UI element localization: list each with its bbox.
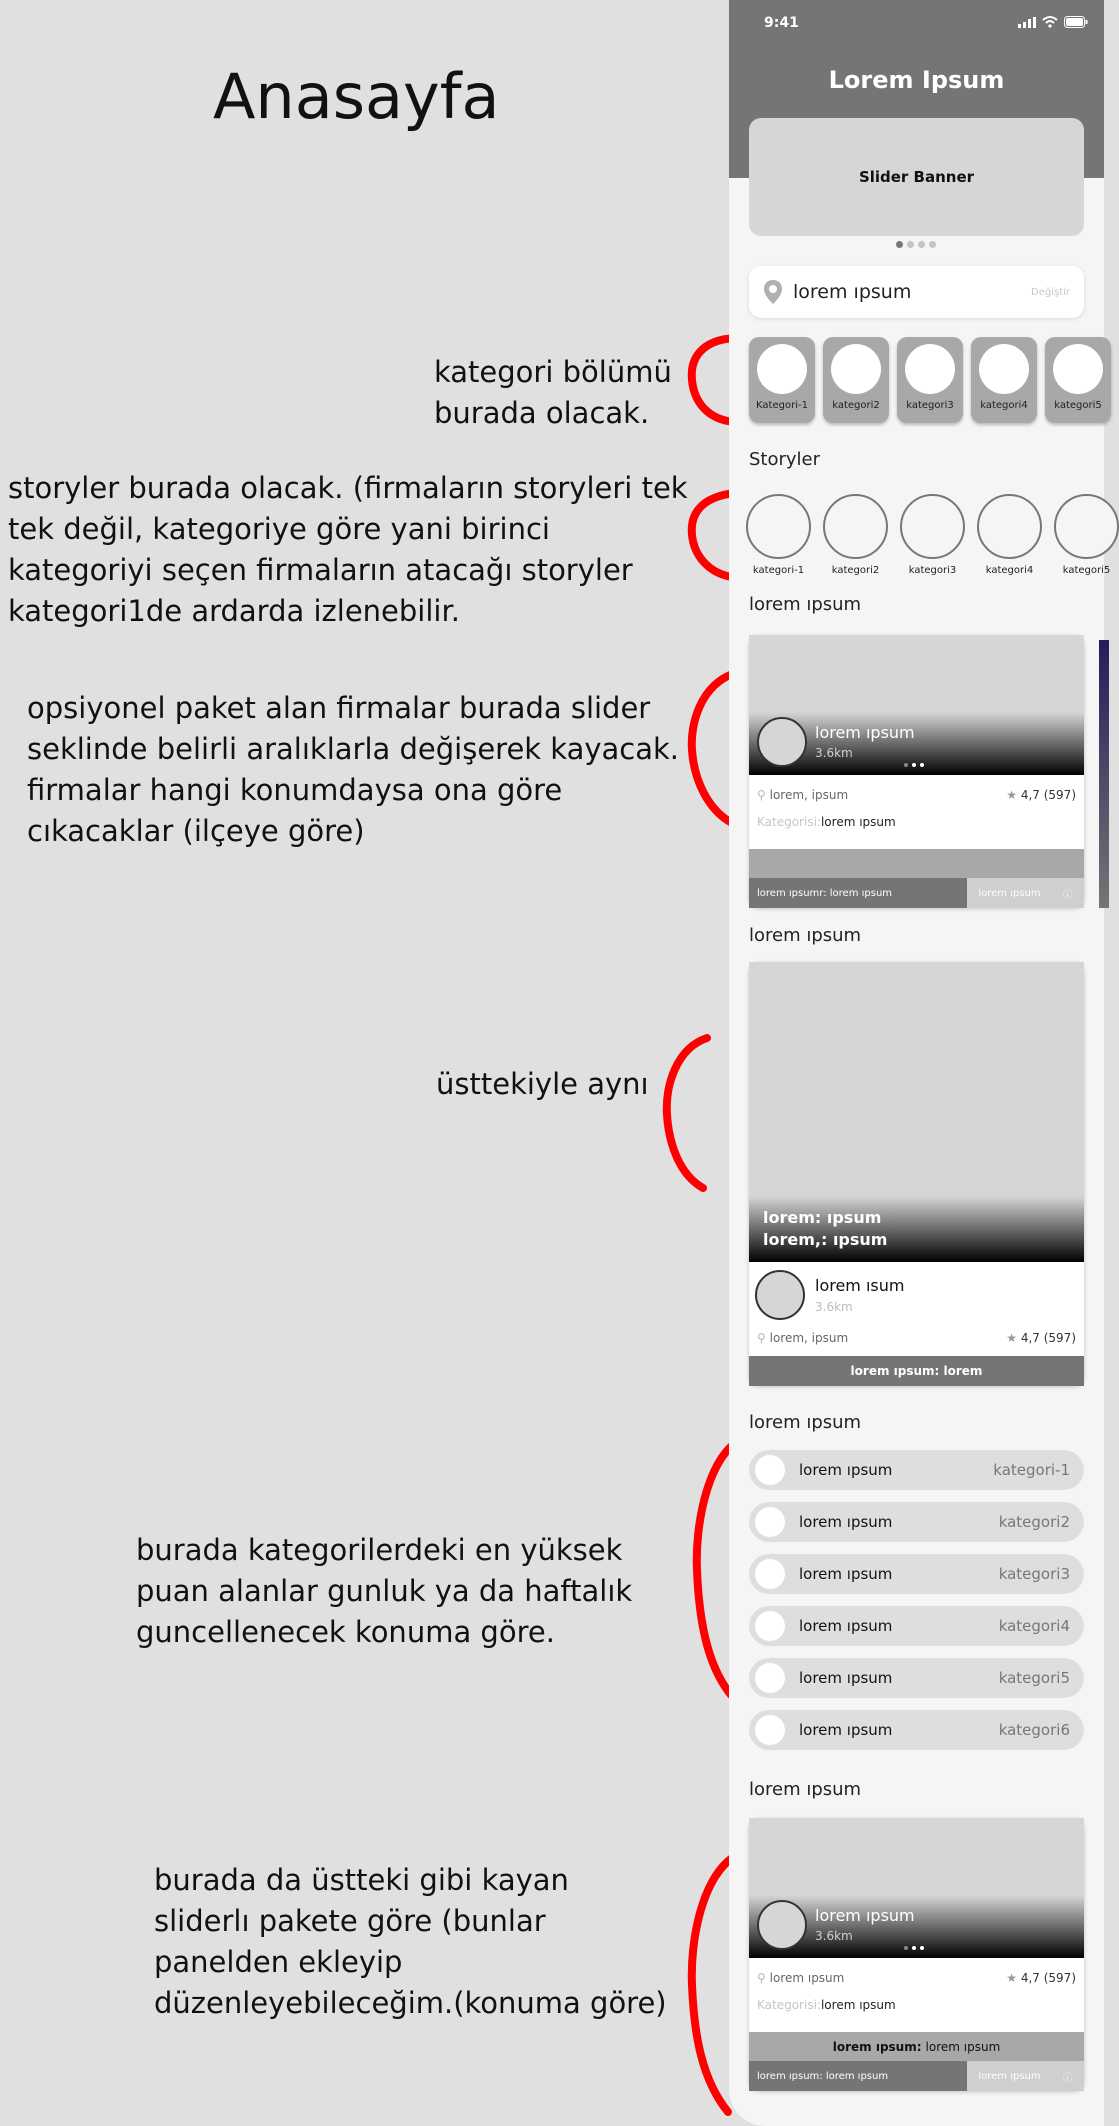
overlay-line: lorem: ıpsum	[763, 1208, 882, 1227]
ranking-row[interactable]	[749, 1554, 1084, 1594]
story-circle	[1054, 494, 1119, 559]
footer-left: lorem ıpsumr: lorem ıpsum	[749, 878, 967, 908]
footer-right-text: lorem ıpsum	[978, 887, 1041, 899]
category-line	[749, 1998, 1084, 2032]
signal-icon	[1018, 17, 1036, 28]
status-time: 9:41	[764, 15, 799, 31]
category-image	[757, 344, 807, 394]
pagination-dot[interactable]	[929, 241, 936, 248]
annotation-line: sliderlı pakete göre (bunlar	[154, 1904, 546, 1938]
category-label: kategori3	[906, 400, 954, 411]
rank-category: kategori3	[998, 1565, 1070, 1583]
story-item[interactable]	[746, 494, 811, 576]
info-icon: ⓘ	[1062, 2072, 1073, 2084]
card-footer[interactable]: lorem ıpsum: lorem	[749, 1356, 1084, 1386]
rank-name: lorem ıpsum	[799, 1721, 893, 1739]
rank-name: lorem ıpsum	[799, 1669, 893, 1687]
category-value: lorem ıpsum	[820, 815, 896, 829]
story-circle	[900, 494, 965, 559]
annotation-premium	[27, 688, 679, 852]
footer-right-text: lorem ıpsum	[978, 2070, 1041, 2082]
rank-name: lorem ıpsum	[799, 1565, 893, 1583]
category-label: kategori4	[980, 400, 1028, 411]
category-label: kategori2	[832, 400, 880, 411]
category-card[interactable]	[823, 337, 889, 423]
change-location-button[interactable]: Değiştir	[1031, 286, 1070, 298]
pin-icon: ⚲	[757, 788, 766, 802]
avatar	[755, 1270, 805, 1320]
rating-text: 4,7 (597)	[1020, 788, 1076, 802]
info-icon: ⓘ	[1062, 889, 1073, 901]
featured-card[interactable]	[749, 962, 1084, 1386]
annotation-line: kategoriyi seçen firmaların atacağı storyler	[8, 553, 633, 587]
band-value: lorem ıpsum	[925, 2039, 1001, 2054]
rank-avatar	[755, 1663, 785, 1693]
address	[757, 1331, 848, 1345]
annotation-top-rated	[136, 1530, 632, 1653]
story-label: kategori2	[831, 565, 880, 576]
star-icon: ★	[1006, 1971, 1017, 1985]
card-image	[749, 962, 1084, 1262]
rank-name: lorem ıpsum	[799, 1617, 893, 1635]
rank-category: kategori5	[998, 1669, 1070, 1687]
annotation-line: burada da üstteki gibi kayan	[154, 1863, 569, 1897]
address-text: lorem, ipsum	[769, 788, 849, 802]
story-label: kategori3	[908, 565, 957, 576]
location-pin-icon	[763, 279, 783, 305]
rank-avatar	[755, 1715, 785, 1745]
category-image	[831, 344, 881, 394]
band-key: lorem ıpsum:	[832, 2039, 922, 2054]
rating	[1006, 1331, 1076, 1345]
annotation-line: kategori1de ardarda izlenebilir.	[8, 594, 460, 628]
rank-name: lorem ıpsum	[799, 1513, 893, 1531]
card-image	[749, 635, 1084, 775]
annotation-line: puan alanlar gunluk ya da haftalık	[136, 1574, 633, 1608]
address	[757, 788, 848, 802]
pagination-dot[interactable]	[896, 241, 903, 248]
distance: 3.6km	[815, 1300, 853, 1314]
category-card[interactable]	[1045, 337, 1111, 423]
annotation-line: seklinde belirli aralıklarla değişerek kayacak.	[27, 732, 680, 766]
rank-name: lorem ıpsum	[799, 1461, 893, 1479]
category-card[interactable]	[749, 337, 815, 423]
rank-avatar	[755, 1507, 785, 1537]
section-title: lorem ıpsum	[749, 594, 862, 615]
story-circle	[746, 494, 811, 559]
rank-category: kategori6	[998, 1721, 1070, 1739]
footer-right[interactable]	[967, 878, 1084, 908]
info-row	[749, 775, 1084, 815]
banner-pagination	[896, 241, 936, 248]
address-text: lorem ıpsum	[769, 1971, 845, 1985]
overlay-line: lorem,: ıpsum	[763, 1230, 888, 1249]
next-card-peek[interactable]	[1099, 640, 1109, 908]
info-row	[749, 1958, 1084, 1998]
rank-avatar	[755, 1455, 785, 1485]
section-title: lorem ıpsum	[749, 1779, 862, 1800]
gray-band	[749, 2032, 1084, 2061]
category-line	[749, 815, 1084, 849]
annotation-line: storyler burada olacak. (firmaların storyleri tek	[8, 471, 688, 505]
category-label: kategori5	[1054, 400, 1102, 411]
info-row	[749, 1326, 1084, 1350]
ranking-row[interactable]	[749, 1450, 1084, 1490]
star-icon: ★	[1006, 1331, 1017, 1345]
gray-band	[749, 849, 1084, 878]
annotation-line: opsiyonel paket alan firmalar burada slider	[27, 691, 651, 725]
address	[757, 1971, 844, 1985]
distance: 3.6km	[815, 746, 853, 760]
annotation-same	[436, 1064, 649, 1105]
rank-avatar	[755, 1559, 785, 1589]
annotation-bottom-slider	[154, 1860, 667, 2024]
category-image	[905, 344, 955, 394]
rank-category: kategori2	[998, 1513, 1070, 1531]
rank-category: kategori4	[998, 1617, 1070, 1635]
category-value: lorem ıpsum	[820, 1998, 896, 2012]
avatar	[757, 717, 807, 767]
avatar	[757, 1900, 807, 1950]
story-label: kategori-1	[752, 565, 805, 576]
annotation-line: burada kategorilerdeki en yüksek	[136, 1533, 623, 1567]
story-label: kategori4	[985, 565, 1034, 576]
footer-left: lorem ıpsum: lorem ıpsum	[749, 2061, 967, 2091]
annotation-line: tek değil, kategoriye göre yani birinci	[8, 512, 550, 546]
rank-category: kategori-1	[993, 1461, 1070, 1479]
annotation-line: guncellenecek konuma göre.	[136, 1615, 555, 1649]
distance: 3.6km	[815, 1929, 853, 1943]
page-title: Anasayfa	[213, 60, 500, 133]
category-key: Kategorisi:	[757, 1998, 821, 2012]
category-card[interactable]	[971, 337, 1037, 423]
annotation-line: düzenleyebileceğim.(konuma göre)	[154, 1986, 667, 2020]
annotation-line: firmalar hangi konumdaysa ona göre	[27, 773, 563, 807]
location-text: lorem ıpsum	[793, 281, 912, 303]
ranking-row[interactable]	[749, 1710, 1084, 1750]
location-bar[interactable]	[749, 266, 1084, 318]
annotation-line: kategori bölümü	[434, 355, 672, 389]
section-title: lorem ıpsum	[749, 925, 862, 946]
battery-icon	[1064, 16, 1088, 28]
rating-text: 4,7 (597)	[1020, 1331, 1076, 1345]
annotation-line: üsttekiyle aynı	[436, 1067, 649, 1101]
business-name: lorem ısum	[815, 1276, 905, 1295]
app-title: Lorem Ipsum	[828, 66, 1005, 94]
business-name: lorem ıpsum	[815, 1906, 915, 1925]
phone-mockup	[729, 0, 1111, 2126]
category-image	[979, 344, 1029, 394]
ranking-row[interactable]	[749, 1502, 1084, 1542]
premium-card[interactable]	[749, 635, 1084, 908]
category-label: Kategori-1	[756, 400, 808, 411]
story-row	[746, 494, 1119, 576]
address-text: lorem, ipsum	[769, 1331, 849, 1345]
card-footer	[749, 878, 1084, 908]
star-icon: ★	[1006, 788, 1017, 802]
pin-icon: ⚲	[757, 1971, 766, 1985]
annotation-line: panelden ekleyip	[154, 1945, 403, 1979]
story-item[interactable]	[1054, 494, 1119, 576]
story-label: kategori5	[1062, 565, 1111, 576]
pagination-dot[interactable]	[907, 241, 914, 248]
card-body	[749, 1262, 1084, 1356]
annotation-categories	[434, 352, 672, 434]
category-row	[749, 337, 1111, 423]
rating	[1006, 788, 1076, 802]
section-title: lorem ıpsum	[749, 1412, 862, 1433]
status-icons	[1018, 16, 1088, 28]
red-bracket-same	[655, 1030, 715, 1195]
story-item[interactable]	[900, 494, 965, 576]
wifi-icon	[1042, 16, 1058, 28]
category-card[interactable]	[897, 337, 963, 423]
slide-dots	[904, 763, 924, 767]
story-circle	[823, 494, 888, 559]
card-image	[749, 1818, 1084, 1958]
rating-text: 4,7 (597)	[1020, 1971, 1076, 1985]
slide-dots	[904, 1946, 924, 1950]
pin-icon: ⚲	[757, 1331, 766, 1345]
annotation-stories	[8, 468, 688, 632]
annotation-line: cıkacaklar (ilçeye göre)	[27, 814, 365, 848]
business-name: lorem ıpsum	[815, 723, 915, 742]
stories-title: Storyler	[749, 449, 821, 470]
story-item[interactable]	[977, 494, 1042, 576]
annotation-line: burada olacak.	[434, 396, 650, 430]
rank-avatar	[755, 1611, 785, 1641]
story-circle	[977, 494, 1042, 559]
pagination-dot[interactable]	[918, 241, 925, 248]
footer-right[interactable]	[967, 2061, 1084, 2091]
ranking-row[interactable]	[749, 1658, 1084, 1698]
rating	[1006, 1971, 1076, 1985]
ranking-row[interactable]	[749, 1606, 1084, 1646]
story-item[interactable]	[823, 494, 888, 576]
card-footer	[749, 2061, 1084, 2091]
category-key: Kategorisi:	[757, 815, 821, 829]
category-image	[1053, 344, 1103, 394]
premium-card[interactable]	[749, 1818, 1084, 2091]
slider-banner[interactable]: Slider Banner	[749, 118, 1084, 236]
